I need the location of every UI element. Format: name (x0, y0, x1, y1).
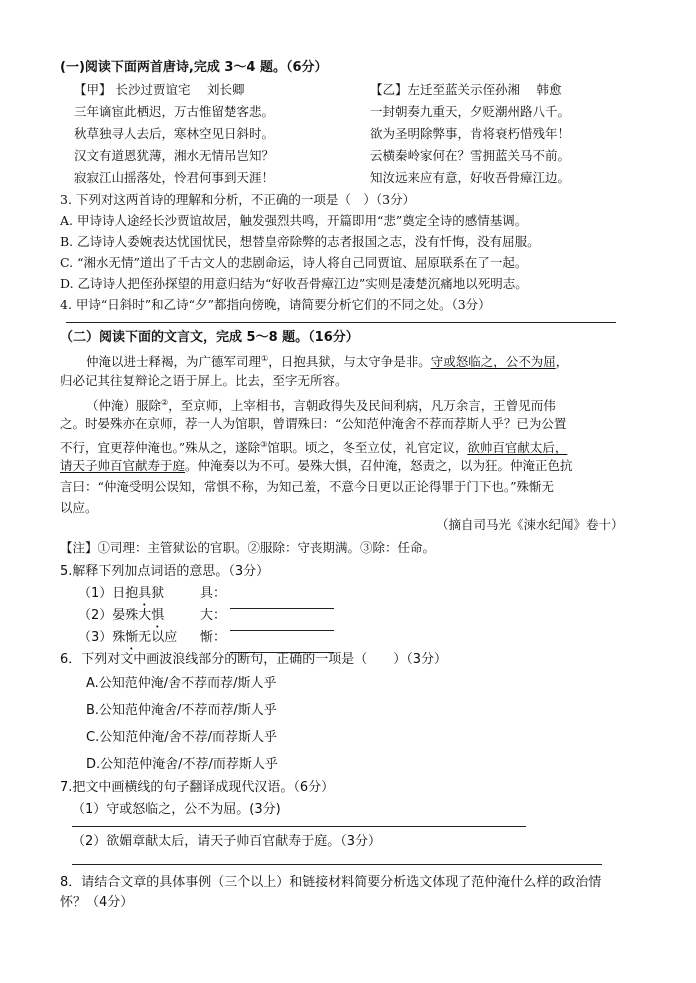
poem-b-line: 知汝远来应有意，好收吾骨瘴江边。 (370, 170, 571, 185)
q3-option-b: B. 乙诗诗人委婉表达忧国忧民，想替皇帝除弊的志者报国之志，没有忏悔，没有屈服。 (60, 234, 540, 249)
passage-line: 归必记其往复辩论之语于屏上。比去，至字无所容。 (60, 373, 348, 388)
passage-line: 之。时晏殊亦在京师，荐一人为馆职，曾谓殊曰：“公知范仲淹舍不荐而荐斯人乎？已为公置 (60, 416, 567, 431)
question-4: 4. 甲诗“日斜时”和乙诗“夕”都指向傍晚，请简要分析它们的不同之处。（3分） (60, 297, 491, 312)
q6-option-b: B.公知范仲淹舍/不荐而荐/斯人乎 (86, 703, 277, 718)
underlined-sentence-1: 守或怒临之，公不为屈 (430, 354, 556, 370)
poem-b-line: 欲为圣明除弊事，肯将衰朽惜残年！ (370, 126, 571, 141)
passage-line: 仲淹以进士释褐，为广德军司理①，日抱具狱，与太守争是非。守或怒临之，公不为屈， (86, 354, 569, 370)
poem-a-line: 寂寂江山摇落处，怜君何事到天涯！ (74, 170, 275, 185)
poem-a-line: 秋草独寻人去后，寒林空见日斜时。 (74, 126, 275, 141)
passage-line: 请天子帅百官献寿于庭。仲淹奏以为不可。晏殊大惧，召仲淹，怒责之，以为狂。仲淹正色抗 (60, 458, 573, 473)
q3-option-a: A. 甲诗诗人途经长沙贾谊故居，触发强烈共鸣，开篇即用“悲”奠定全诗的感情基调。 (60, 213, 528, 228)
poem-a-title: 【甲】 长沙过贾谊宅 刘长卿 (74, 82, 245, 97)
underlined-sentence-2: 欲帅百官献太后， (467, 440, 568, 456)
q5-item: （1）日抱具狱 具： (78, 586, 334, 609)
q3-option-c: C. “湘水无情”道出了千古文人的悲剧命运，诗人将自己同贾谊、屈原联系在了一起。 (60, 255, 528, 270)
q3-option-d: D. 乙诗诗人把侄孙探望的用意归结为“好收吾骨瘴江边”实则是凄楚沉痛地以死明志。 (60, 276, 528, 291)
passage-line: 以应。 (60, 500, 98, 515)
q6-option-a: A.公知范仲淹/舍不荐而荐/斯人乎 (86, 676, 277, 691)
question-6: 6．下列对文中画波浪线部分的断句，正确的一项是（ ）（3分） (60, 652, 448, 667)
question-5: 5.解释下列加点词语的意思。（3分） (60, 564, 270, 579)
poem-b-line: 云横秦岭家何在？雪拥蓝关马不前。 (370, 148, 571, 163)
section2-heading: （二）阅读下面的文言文，完成 5～8 题。（16分） (60, 330, 359, 345)
question-8-cont: 怀？（4分） (60, 895, 134, 910)
poem-b-line: 一封朝奏九重天，夕贬潮州路八千。 (370, 104, 571, 119)
poem-a-line: 汉文有道恩犹薄，湘水无情吊岂知？ (74, 148, 275, 163)
passage-line: 言曰：“仲淹受明公误知，常惧不称，为知己羞，不意今日更以正论得罪于门下也。”殊惭无 (60, 479, 555, 494)
q5-item: （2）晏殊大惧 大： (78, 608, 334, 631)
poem-b-title: 【乙】左迁至蓝关示侄孙湘 韩愈 (370, 82, 562, 97)
poem-a-line: 三年谪宦此栖迟，万古惟留楚客悲。 (74, 104, 275, 119)
q7-part-2: （2）欲媚章献太后，请天子帅百官献寿于庭。（3分） (72, 834, 382, 849)
q5-item: （3）殊惭无以应 惭： (78, 630, 334, 653)
q6-option-d: D.公知范仲淹舍/不荐/而荐斯人乎 (86, 757, 278, 772)
answer-line[interactable] (72, 864, 602, 865)
question-7: 7.把文中画横线的句子翻译成现代汉语。（6分） (60, 780, 335, 795)
q6-option-c: C.公知范仲淹/舍不荐/而荐斯人乎 (86, 730, 277, 745)
q7-part-1: （1）守或怒临之，公不为屈。(3分) (72, 802, 281, 817)
source-citation: （摘自司马光《涑水纪闻》卷十） (436, 517, 624, 532)
question-8: 8．请结合文章的具体事例（三个以上）和链接材料简要分析选文体现了范仲淹什么样的政治情 (60, 875, 602, 890)
answer-line[interactable] (72, 826, 526, 827)
underlined-sentence-2b: 请天子帅百官献寿于庭 (60, 458, 186, 473)
question-3: 3. 下列对这两首诗的理解和分析，不正确的一项是（ ）（3分） (60, 192, 416, 207)
answer-line[interactable] (66, 322, 616, 323)
passage-line: 不行，宜更荐仲淹也。”殊从之，遂除③馆职。顷之，冬至立仗，礼官定议，欲帅百官献太后， (60, 440, 568, 456)
passage-line: （仲淹）服除②，至京师，上宰相书，言朝政得失及民间利病，凡万余言，王曾见而伟 (86, 398, 556, 414)
section1-heading: (一)阅读下面两首唐诗,完成 3～4 题。（6分） (60, 60, 328, 75)
annotation-note: 【注】①司理：主管狱讼的官职。②服除：守丧期满。③除：任命。 (60, 540, 436, 555)
